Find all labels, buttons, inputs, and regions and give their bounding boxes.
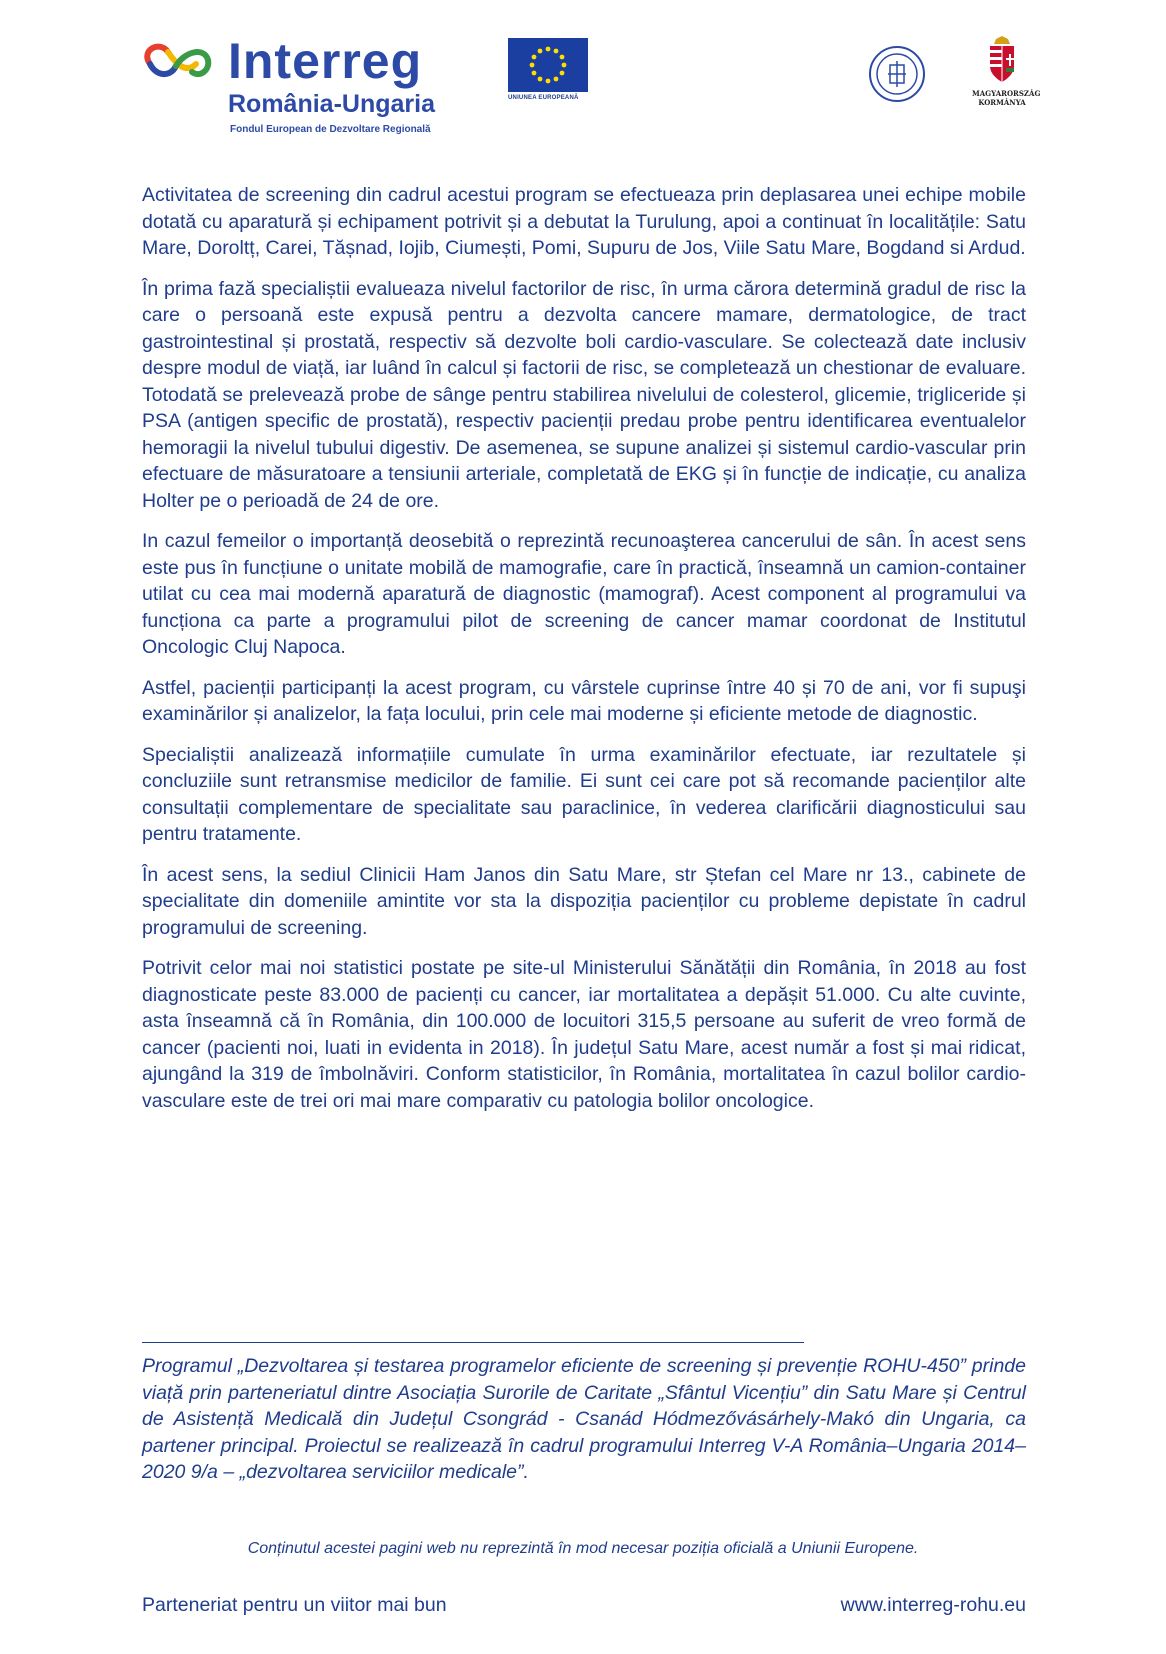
eu-label: UNIUNEA EUROPEANĂ xyxy=(508,95,579,101)
paragraph-4: Astfel, pacienții participanți la acest program, cu vârstele cuprinse între 40 și 70 de ani, vor fi supuşi examinărilor și analizelor, la fața locului, prin cele mai moderne și eficiente metode de diagnostic. xyxy=(142,676,1026,725)
hungary-government-logo xyxy=(972,36,1041,107)
paragraph-2: În prima fază specialiștii evalueaza nivelul factorilor de risc, în urma cărora determină gradul de risc la care o persoană este expusă pentru a dezvolta cancere mamare, dermatologice, de tract gastrointestinal și prostată, respectiv să dezvolte boli cardio-vasculare. Se colectează date inclusiv despre modul de viață, iar luând în calcul și factorii de risc, se completează un chestionar de evaluare. Totodată se prelevează probe de sânge pentru stabilirea nivelului de colesterol, glicemie, trigliceride și PSA (antigen specific de prostată), respectiv pacienții predau probe pentru identificarea eventualelor hemoragii la nivelul tubului digestiv. De asemenea, se supune analizei și sistemul cardio-vascular prin efectuare de măsuratoare a tensiunii arteriale, completată de EKG și în funcție de indicație, cu analiza Holter pe o perioadă de 24 de ore. xyxy=(142,277,1026,512)
paragraph-3: In cazul femeilor o importanță deosebită o reprezintă recunoaşterea cancerului de sân. În acest sens este pus în funcțiune o unitate mobilă de mamografie, care în practică, înseamnă un camion-container utilat cu cea mai modernă aparatură de diagnostic (mamograf). Acest component al programului va funcționa ca parte a programului pilot de screening de cancer mamar coordonat de Institutul Oncologic Cluj Napoca. xyxy=(142,530,1026,658)
hungary-label-line1: MAGYARORSZÁG xyxy=(972,89,1041,98)
paragraph-1: Activitatea de screening din cadrul acestui program se efectueaza prin deplasarea unei echipe mobile dotată cu aparatură și echipament potrivit și a debutat la Turulung, apoi a continuat în localitățile: Satu Mare, Doroltț, Carei, Tășnad, Iojib, Ciumești, Pomi, Supuru de Jos, Viile Satu Mare, Bogdand si Ardud. xyxy=(142,184,1026,259)
paragraph-5: Specialiștii analizează informațiile cumulate în urma examinărilor efectuate, iar rezultatele și concluziile sunt retransmise medicilor de familie. Ei sunt cei care pot să recomande pacienților alte consultații complementare de specialitate sau paraclinice, în vederea clarificării diagnosticului sau pentru tratamente. xyxy=(142,743,1026,845)
hungary-coat-of-arms-icon xyxy=(984,36,1020,84)
footer-tagline: Parteneriat pentru un viitor mai bun xyxy=(142,1594,447,1616)
paragraph-6: În acest sens, la sediul Clinicii Ham Janos din Satu Mare, str Ștefan cel Mare nr 13., cabinete de specialitate din domeniile amintite vor sta la dispoziția pacienților cu probleme depistate în cadrul programului de screening. xyxy=(142,863,1026,939)
brand-title: Interreg xyxy=(228,34,423,89)
eu-flag-icon xyxy=(508,38,588,92)
hungary-label-line2: KORMÁNYA xyxy=(978,98,1026,107)
page-header xyxy=(0,0,1166,160)
footnote-divider xyxy=(142,1342,804,1343)
footer-website-link[interactable]: www.interreg-rohu.eu xyxy=(840,1594,1026,1616)
article-body xyxy=(142,182,1026,1128)
fund-label: Fondul European de Dezvoltare Regională xyxy=(230,124,431,135)
program-footnote: Programul „Dezvoltarea și testarea programelor eficiente de screening și prevenție ROHU-450” prinde viață prin parteneriatul dintre Asociația Surorile de Caritate „Sfântul Vicențiu” din Satu Mare și Centrul de Asistență Medicală din Județul Csongrád - Csanád Hódmezővásárhely-Makó din Ungaria, ca partener principal. Proiectul se realizează în cadrul programului Interreg V-A România–Ungaria 2014–2020 9/a – „dezvoltarea serviciilor medicale”. xyxy=(142,1355,1026,1483)
region-title: România-Ungaria xyxy=(228,90,435,118)
association-seal-icon xyxy=(868,45,926,103)
interreg-infinity-icon xyxy=(147,47,208,74)
paragraph-7: Potrivit celor mai noi statistici postate pe site-ul Ministerului Sănătății din România, în 2018 au fost diagnosticate peste 83.000 de pacienți cu cancer, iar mortalitatea a depășit 51.000. Cu alte cuvinte, asta înseamnă că în România, din 100.000 de locuitori 315,5 persoane au suferit de vreo formă de cancer (pacienti noi, luati in evidenta in 2018). În județul Satu Mare, acest număr a fost și mai ridicat, ajungând la 319 de îmbolnăviri. Conform statisticilor, în România, mortalitatea în cazul bolilor cardio-vasculare este de trei ori mai mare comparativ cu patologia bolilor oncologice. xyxy=(142,957,1026,1112)
eu-disclaimer: Conținutul acestei pagini web nu reprezintă în mod necesar poziția oficială a Uniunii Europene. xyxy=(247,1540,919,1557)
